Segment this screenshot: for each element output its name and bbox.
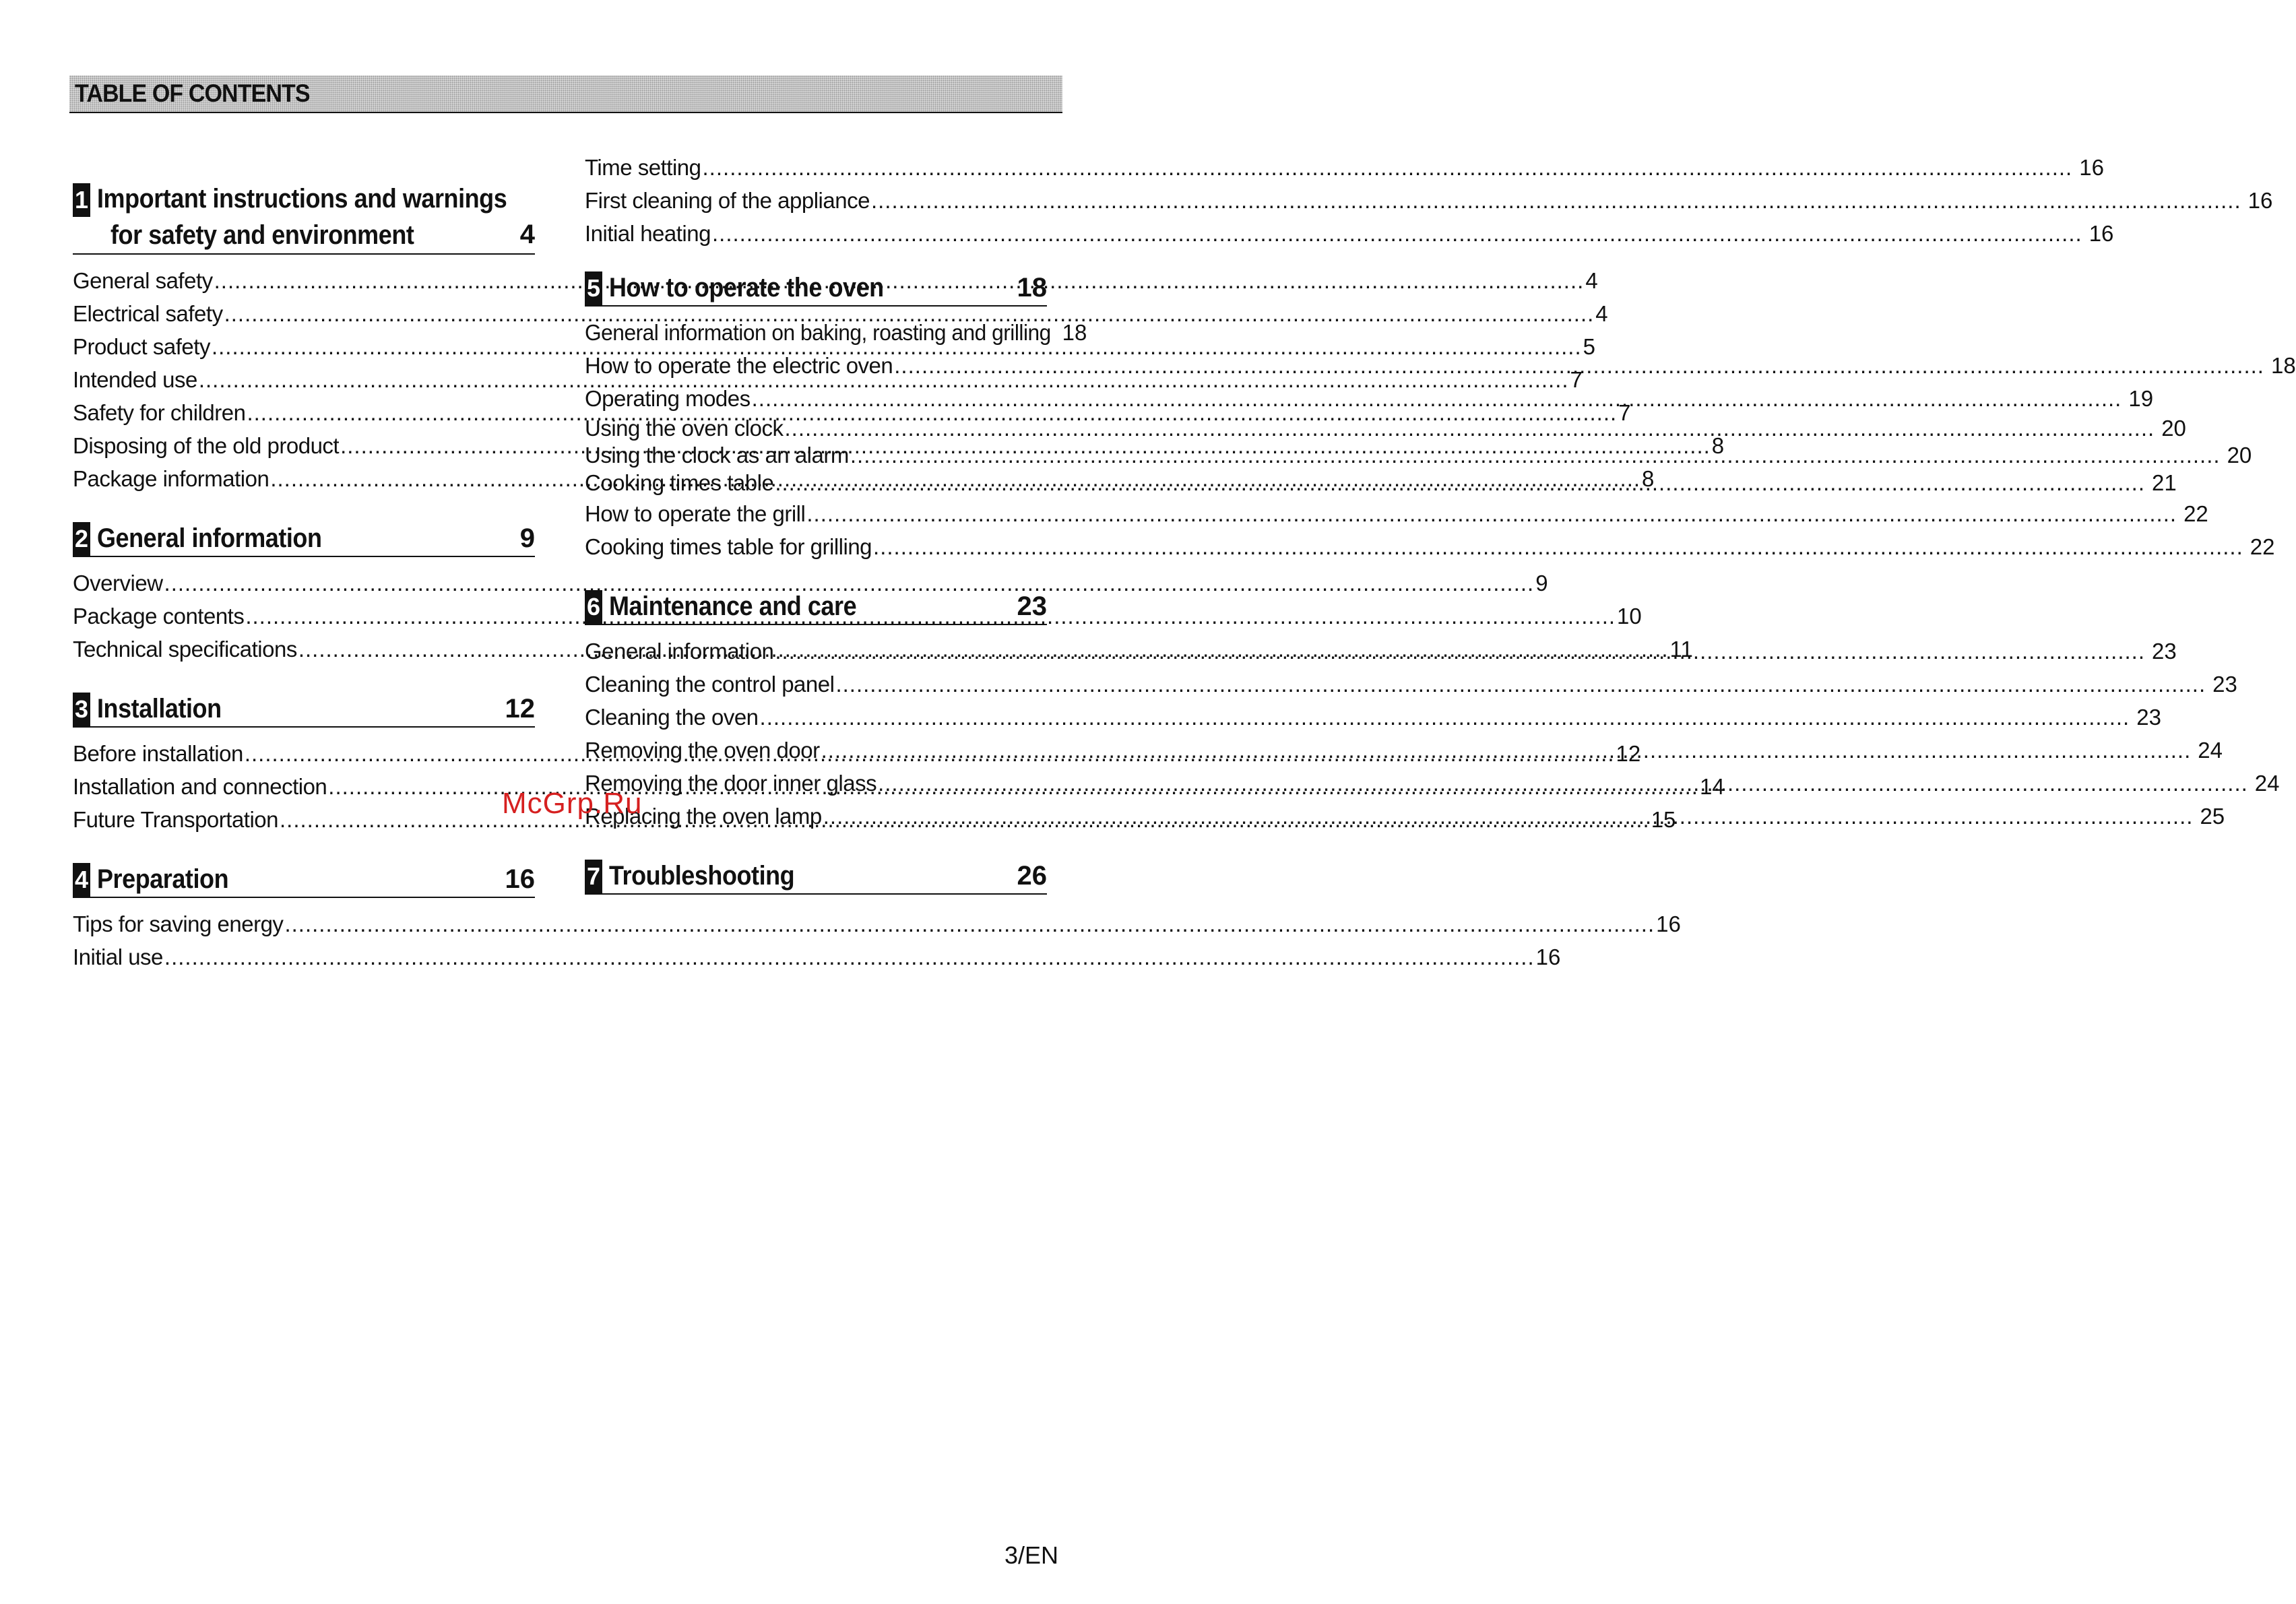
- toc-entry[interactable]: [585, 668, 2237, 701]
- toc-entry[interactable]: [73, 567, 1548, 600]
- toc-entry[interactable]: [73, 940, 1561, 973]
- entry-label: Package contents: [73, 604, 245, 629]
- toc-entry[interactable]: [585, 442, 2252, 469]
- entry-label: Initial heating: [585, 221, 711, 246]
- section-title: Installation: [97, 694, 222, 724]
- toc-entry[interactable]: [585, 469, 2177, 497]
- entry-page: 5: [1583, 334, 1596, 359]
- entry-page: 10: [1617, 604, 1642, 629]
- toc-entry[interactable]: [585, 217, 2114, 250]
- entry-page: 9: [1535, 571, 1548, 596]
- entry-label: Using the oven clock: [585, 416, 784, 441]
- entry-label: Removing the oven door: [585, 738, 820, 763]
- entry-label: Time setting: [585, 155, 701, 180]
- section-title: How to operate the oven: [609, 273, 884, 302]
- section-page-number: 9: [519, 523, 535, 553]
- entry-page: 16: [1656, 911, 1681, 936]
- dot-leader: [806, 497, 2177, 530]
- dot-leader: [850, 442, 2221, 469]
- entry-label: Overview: [73, 571, 163, 596]
- entry-page: 15: [1651, 807, 1676, 832]
- entry-label: Disposing of the old product: [73, 433, 340, 458]
- toc-entry[interactable]: [73, 907, 1681, 940]
- section-page-number: 18: [1017, 273, 1047, 302]
- toc-entry[interactable]: [585, 316, 1087, 349]
- entry-page: 19: [2128, 386, 2154, 411]
- section-heading-6[interactable]: [585, 589, 1047, 625]
- entry-label: Safety for children: [73, 400, 246, 425]
- entry-page: 14: [1699, 774, 1725, 799]
- entry-page: 11: [1669, 637, 1693, 662]
- entry-label: Operating modes: [585, 386, 751, 411]
- entry-page: 16: [2088, 221, 2114, 246]
- entry-label: Future Transportation: [73, 807, 278, 832]
- entry-page: 16: [2079, 155, 2104, 180]
- entry-label: Package information: [73, 466, 269, 491]
- section-heading-5[interactable]: [585, 270, 1047, 307]
- entry-label: Cleaning the oven: [585, 705, 759, 730]
- entry-page: 7: [1618, 400, 1631, 425]
- entry-label: Electrical safety: [73, 301, 223, 326]
- section-page-number: 12: [505, 694, 535, 724]
- section-number-badge: 4: [73, 863, 90, 897]
- entry-label: How to operate the electric oven: [585, 353, 893, 378]
- entry-page: 23: [2152, 639, 2177, 664]
- dot-leader: [775, 469, 2145, 497]
- entry-page: 20: [2227, 443, 2252, 468]
- section-title: Preparation: [97, 864, 229, 894]
- section-number-badge: 1: [73, 183, 90, 217]
- entry-page: 4: [1595, 301, 1608, 326]
- entry-label: Tips for saving energy: [73, 911, 284, 936]
- section-title: Maintenance and care: [609, 591, 857, 621]
- section-number-badge: 7: [585, 860, 602, 893]
- toc-section-5: [585, 270, 2296, 563]
- entry-page: 16: [1535, 944, 1561, 969]
- toc-section-7: [585, 858, 1047, 895]
- section-heading-2[interactable]: [73, 521, 535, 557]
- section-heading-1[interactable]: [73, 181, 535, 255]
- section-page-number: 23: [1017, 591, 1047, 621]
- dot-leader: [703, 151, 2073, 184]
- section-title-line2: for safety and environment: [110, 220, 414, 250]
- entry-label: Removing the door inner glass: [585, 771, 877, 796]
- toc-entry[interactable]: [585, 151, 2104, 184]
- section-number-badge: 6: [585, 590, 602, 624]
- section-number-badge: 2: [73, 522, 90, 556]
- dot-leader: [775, 635, 2145, 668]
- entry-label: Replacing the oven lamp: [585, 804, 822, 829]
- entry-label: Before installation: [73, 741, 243, 766]
- entry-label: Cleaning the control panel: [585, 672, 835, 697]
- entry-label: Initial use: [73, 944, 163, 969]
- section-title-line1: Important instructions and warnings: [97, 184, 507, 214]
- dot-leader: [878, 767, 2248, 800]
- dot-leader: [871, 184, 2241, 217]
- toc-entry[interactable]: [585, 415, 2186, 442]
- dot-leader: [835, 668, 2206, 701]
- entry-page: 18: [1062, 320, 1087, 345]
- entry-page: 8: [1642, 466, 1655, 491]
- toc-entry[interactable]: [585, 701, 2161, 734]
- dot-leader: [873, 530, 2243, 563]
- dot-leader: [712, 217, 2082, 250]
- toc-header-bar: [69, 75, 1062, 113]
- section-page-number: 26: [1017, 861, 1047, 891]
- section-heading-4[interactable]: [73, 862, 535, 898]
- toc-entry[interactable]: [585, 382, 2154, 415]
- entry-label: General safety: [73, 268, 213, 293]
- footer-page-number: 3/EN: [1004, 1541, 1058, 1569]
- entry-page: 23: [2136, 705, 2161, 730]
- section-title: General information: [97, 523, 322, 553]
- section-page-number: 16: [505, 864, 535, 894]
- section-heading-7[interactable]: [585, 858, 1047, 895]
- section-heading-3[interactable]: [73, 691, 535, 728]
- entry-label: Cooking times table for grilling: [585, 534, 872, 559]
- section-number-badge: 5: [585, 271, 602, 305]
- dot-leader: [821, 734, 2192, 767]
- toc-entry[interactable]: [585, 349, 2296, 382]
- section-number-badge: 3: [73, 693, 90, 726]
- entry-label: How to operate the grill: [585, 501, 806, 526]
- entry-page: 24: [2254, 771, 2280, 796]
- entry-label: Using the clock as an alarm: [585, 443, 849, 468]
- toc-section-4-continued: [585, 151, 2273, 250]
- toc-entry[interactable]: [73, 297, 1608, 330]
- entry-page: 22: [2183, 501, 2208, 526]
- dot-leader: [823, 800, 2194, 833]
- dot-leader: [760, 701, 2130, 734]
- entry-label: General information on baking, roasting and grilling: [585, 320, 1051, 345]
- toc-title: TABLE OF CONTENTS: [75, 79, 310, 107]
- dot-leader: [785, 415, 2155, 442]
- entry-label: Technical specifications: [73, 637, 297, 662]
- entry-page: 25: [2200, 804, 2225, 829]
- dot-leader: [894, 349, 2264, 382]
- toc-entry[interactable]: [585, 184, 2273, 217]
- entry-label: Product safety: [73, 334, 210, 359]
- entry-page: 16: [2247, 188, 2273, 213]
- entry-page: 18: [2270, 353, 2296, 378]
- entry-page: 12: [1616, 741, 1641, 766]
- entry-page: 4: [1585, 268, 1598, 293]
- entry-page: 23: [2212, 672, 2237, 697]
- watermark-text: McGrp.Ru: [502, 787, 643, 820]
- section-title: Troubleshooting: [609, 861, 795, 891]
- entry-page: 7: [1570, 367, 1583, 392]
- entry-page: 8: [1711, 433, 1725, 458]
- entry-page: 24: [2198, 738, 2223, 763]
- entry-page: 21: [2152, 470, 2177, 495]
- entry-page: 22: [2250, 534, 2275, 559]
- entry-label: Installation and connection: [73, 774, 327, 799]
- entry-label: Intended use: [73, 367, 197, 392]
- toc-entry[interactable]: [585, 497, 2208, 530]
- section-page-number: 4: [519, 220, 535, 249]
- entry-label: First cleaning of the appliance: [585, 188, 870, 213]
- entry-page: 20: [2161, 416, 2186, 441]
- toc-entry[interactable]: [585, 530, 2275, 563]
- entry-label: Cooking times table: [585, 470, 774, 495]
- dot-leader: [752, 382, 2122, 415]
- dot-leader: [164, 940, 1535, 973]
- entry-label: General information: [585, 639, 774, 664]
